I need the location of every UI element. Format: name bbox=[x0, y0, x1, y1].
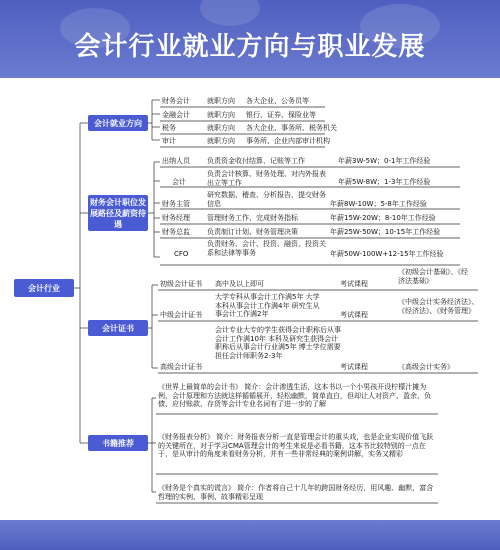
career-desc: 负责制订计划、财务管理决策 bbox=[207, 228, 298, 236]
cert-level: 高级会计证书 bbox=[160, 363, 202, 371]
branch-certs: 会计证书 bbox=[88, 320, 148, 336]
job-label: 就职方向 bbox=[207, 137, 235, 145]
career-desc: 负责资金收付结算、记账等工作 bbox=[207, 157, 305, 165]
cert-exam: 考试课程 bbox=[340, 280, 368, 288]
career-salary: 年薪3W-5W；0-1年工作经验 bbox=[338, 157, 431, 165]
branch-books: 书籍推荐 bbox=[88, 435, 148, 451]
job-desc: 各大企业、事务所、税务机关 bbox=[246, 124, 337, 132]
career-salary: 年薪5W-8W；1-3年工作经验 bbox=[338, 178, 431, 186]
book-item: 《世界上最简单的会计书》 简介：会计渗透生活，这本书以一个小男孩开设柠檬汁摊为例，会计原理和方法就这样循循展开，轻松幽默，简单直白，但却让人对资产、盈余、负债、应付账款、存货等会计专业名词有了进一步的了解 bbox=[158, 383, 431, 408]
career-salary: 年薪15W-20W；8-10年工作经验 bbox=[330, 214, 436, 222]
cert-courses: 《高级会计实务》 bbox=[398, 363, 454, 371]
cert-level: 中级会计证书 bbox=[160, 311, 202, 319]
career-desc: 负责财务、会计、投资、融资、投资关系和法律等事务 bbox=[207, 240, 326, 257]
job-field: 财务会计 bbox=[162, 97, 190, 105]
job-label: 就职方向 bbox=[207, 97, 235, 105]
career-title: 财务经理 bbox=[162, 214, 190, 222]
job-field: 税务 bbox=[162, 124, 176, 132]
cert-req: 高中及以上即可 bbox=[215, 280, 264, 288]
cert-courses: 《初级会计基础》、《经济法基础》 bbox=[398, 268, 468, 285]
job-field: 金融会计 bbox=[162, 111, 190, 119]
job-label: 就职方向 bbox=[207, 111, 235, 119]
cert-level: 初级会计证书 bbox=[160, 280, 202, 288]
career-salary: 年薪25W-50W；10-15年工作经验 bbox=[330, 228, 441, 236]
job-desc: 各大企业、公务员等 bbox=[246, 97, 309, 105]
job-field: 审计 bbox=[162, 137, 176, 145]
career-desc: 负责会计核算、财务处理、对内外报表出立等工作 bbox=[207, 170, 326, 187]
career-desc: 研究数据、稽查、分析报告、提交财务信息 bbox=[207, 191, 326, 208]
page-title: 会计行业就业方向与职业发展 bbox=[74, 32, 426, 62]
footer-band bbox=[0, 520, 500, 550]
cert-req: 大学专科从事会计工作满5年 大学本科从事会计工作满4年 研究生从事会计工作满2年 bbox=[215, 293, 320, 318]
job-desc: 事务所、企业内部审计机构 bbox=[246, 137, 330, 145]
cert-exam: 考试课程 bbox=[340, 363, 368, 371]
book-item: 《财务报表分析》 简介：财务报表分析一直是管理会计的重头戏，也是企业实现价值飞跃的关键所在，对于学习CMA管理会计的考生来说是必看书籍，这本书比较特别的一点在于，是从审计的角度来看财务分析，并有一些非常经典的案例讲解，实务又精彩 bbox=[158, 433, 434, 458]
career-salary: 年薪8W-10W；5-8年工作经验 bbox=[330, 200, 427, 208]
career-title: 会计 bbox=[172, 178, 186, 186]
career-title: 出纳人员 bbox=[162, 157, 190, 165]
career-desc: 管理财务工作、完成财务指标 bbox=[207, 214, 298, 222]
book-item: 《财务是个真实的谎言》 简介：作者将自己十几年的跨国财务经历，用风趣、幽默，富含哲理的实例、事例、故事精彩呈现 bbox=[158, 484, 434, 501]
cert-req: 会计专业大专的学生获得会计职称后从事会计工作满10年 本科及研究生获得会计职称后从事会计行业满5年 博士学位需要担任会计师职务2-3年 bbox=[215, 326, 341, 360]
branch-career: 财务会计职位发展路径及薪资待遇 bbox=[88, 195, 148, 231]
root-node: 会计行业 bbox=[14, 279, 74, 297]
job-desc: 银行、证券、保险业等 bbox=[246, 111, 316, 119]
career-title: 财务主管 bbox=[162, 200, 190, 208]
job-label: 就职方向 bbox=[207, 124, 235, 132]
career-title: CFO bbox=[174, 250, 189, 258]
career-salary: 年薪50W-100W+12-15年工作经验 bbox=[330, 250, 444, 258]
cert-exam: 考试课程 bbox=[340, 311, 368, 319]
career-title: 财务总监 bbox=[162, 228, 190, 236]
branch-jobs: 会计就业方向 bbox=[88, 115, 148, 131]
cert-courses: 《中级会计实务经济法》、《经济法》、《财务管理》 bbox=[398, 298, 479, 315]
